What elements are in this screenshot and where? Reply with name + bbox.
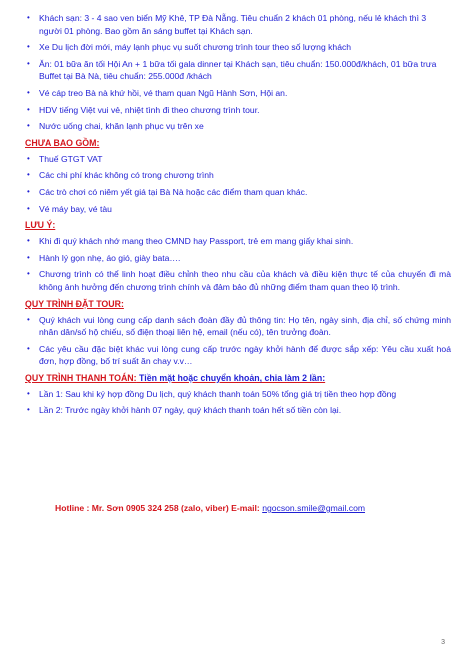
payment-heading bbox=[25, 372, 451, 384]
bullet-icon: • bbox=[27, 343, 30, 353]
list-item: • Vé máy bay, vé tàu bbox=[27, 203, 112, 214]
bullet-icon: • bbox=[27, 203, 30, 213]
booking-heading: QUY TRÌNH ĐẶT TOUR: bbox=[25, 298, 124, 309]
bullet-icon: • bbox=[27, 13, 30, 22]
not-included-list bbox=[25, 153, 451, 215]
hotline-line bbox=[55, 503, 365, 513]
notes-list bbox=[25, 235, 451, 293]
email-link[interactable]: ngocson.smile@gmail.com bbox=[262, 503, 366, 513]
page-content bbox=[25, 12, 451, 421]
list-item: • Các trò chơi có niêm yết giá tại Bà Nà hoặc các điểm tham quan khác. bbox=[27, 186, 308, 197]
list-item: • Khách sạn: 3 - 4 sao ven biển Mỹ Khê, TP Đà Nẵng. Tiêu chuẩn 2 khách 01 phòng, nếu lẻ khách thì 3 người 01 phòng. Bao gồm ăn sáng buffet tại Khách sạn. bbox=[27, 13, 427, 36]
list-item: • Thuế GTGT VAT bbox=[27, 153, 103, 164]
bullet-icon: • bbox=[27, 388, 30, 398]
bullet-icon: • bbox=[27, 87, 30, 97]
list-item: • Xe Du lịch đời mới, máy lạnh phục vụ suốt chương trình tour theo số lượng khách bbox=[27, 42, 352, 53]
list-item: • Lần 1: Sau khi ký hợp đồng Du lịch, quý khách thanh toán 50% tổng giá trị tiền theo hợp đồng bbox=[27, 388, 397, 399]
included-list bbox=[25, 12, 451, 133]
list-item: • Các chi phí khác không có trong chương trình bbox=[27, 170, 214, 181]
notes-heading: LƯU Ý: bbox=[25, 220, 56, 231]
list-item: • Khi đi quý khách nhớ mang theo CMND hay Passport, trẻ em mang giấy khai sinh. bbox=[27, 236, 354, 247]
list-item: • HDV tiếng Việt vui vẻ, nhiệt tình đi theo chương trình tour. bbox=[27, 104, 260, 115]
page-number: 3 bbox=[441, 639, 445, 646]
bullet-icon: • bbox=[27, 252, 30, 262]
bullet-icon: • bbox=[27, 58, 30, 68]
payment-list bbox=[25, 388, 451, 417]
list-item: • Ăn: 01 bữa ăn tối Hội An + 1 bữa tối gala dinner tại Khách sạn, tiêu chuẩn: 150.000đ/khách, 01 bữa trưa Buffet tại Bà Nà, tiêu chuẩn: 255.000đ /khách bbox=[27, 58, 437, 82]
list-item: • Chương trình có thể linh hoạt điều chỉnh theo nhu cầu của khách và điều kiện thực tế của chuyến đi mà không ảnh hưởng đến chương trình chính và đảm bảo đủ những điểm tham quan theo lộ trình. bbox=[27, 269, 451, 292]
bullet-icon: • bbox=[27, 104, 30, 114]
list-item: • Hành lý gọn nhẹ, áo gió, giày bata…. bbox=[27, 252, 181, 263]
bullet-icon: • bbox=[27, 269, 30, 279]
list-item: • Quý khách vui lòng cung cấp danh sách đoàn đầy đủ thông tin: Họ tên, ngày sinh, địa chỉ, số chứng minh nhân dân/số hộ chiếu, số điện thoại liên hệ, email (nếu có), tên trưởng đoàn. bbox=[27, 314, 451, 338]
bullet-icon: • bbox=[27, 405, 30, 415]
bullet-icon: • bbox=[27, 121, 30, 131]
list-item: • Vé cáp treo Bà nà khứ hồi, vé tham quan Ngũ Hành Sơn, Hội an. bbox=[27, 87, 288, 98]
bullet-icon: • bbox=[27, 153, 30, 163]
list-item: • Nước uống chai, khăn lạnh phục vụ trên xe bbox=[27, 121, 204, 132]
payment-heading-label: QUY TRÌNH THANH TOÁN: bbox=[25, 372, 137, 383]
bullet-icon: • bbox=[27, 186, 30, 196]
bullet-icon: • bbox=[27, 170, 30, 180]
payment-heading-tail: Tiền mặt hoặc chuyển khoản, chia làm 2 lần: bbox=[136, 372, 326, 383]
list-item: • Lần 2: Trước ngày khởi hành 07 ngày, quý khách thanh toán hết số tiền còn lại. bbox=[27, 405, 342, 416]
booking-list bbox=[25, 314, 451, 368]
bullet-icon: • bbox=[27, 42, 30, 52]
not-included-heading: CHƯA BAO GỒM: bbox=[25, 137, 100, 148]
bullet-icon: • bbox=[27, 236, 30, 246]
hotline-text: Hotline : Mr. Sơn 0905 324 258 (zalo, viber) E-mail: bbox=[55, 503, 263, 513]
list-item: • Các yêu cầu đặc biệt khác vui lòng cung cấp trước ngày khởi hành để được sắp xếp: Yêu cầu xuất hoá đơn, hợp đồng, bố trí suất ăn chay v.v… bbox=[27, 343, 451, 367]
bullet-icon: • bbox=[27, 314, 30, 324]
